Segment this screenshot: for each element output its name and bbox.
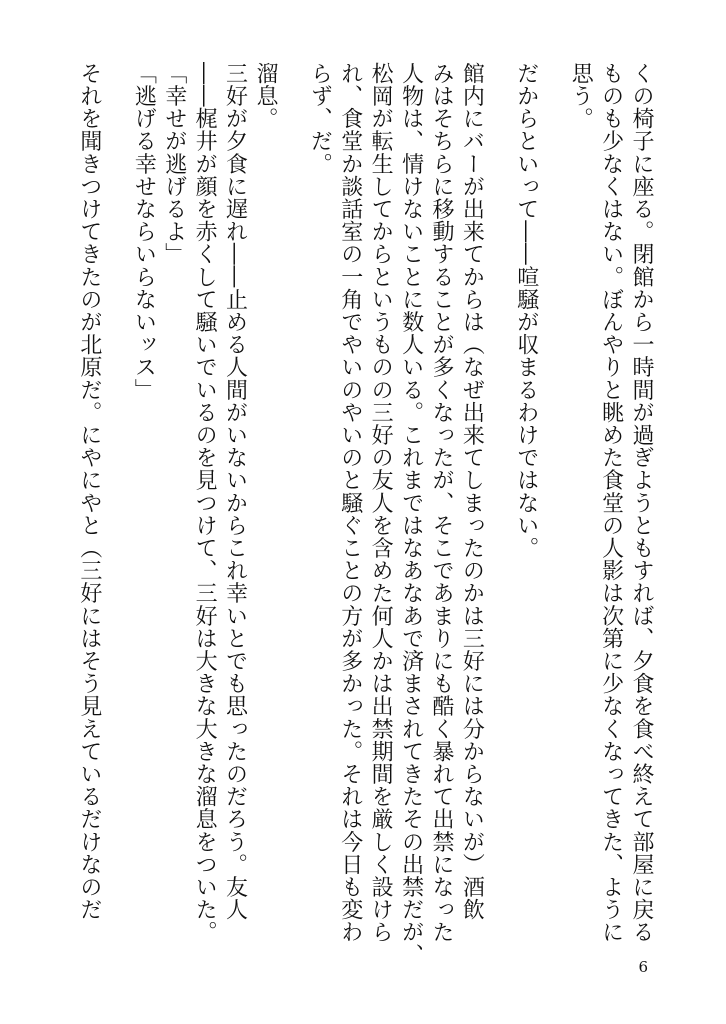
- text-line: 「幸せが逃げるよ」: [161, 62, 187, 266]
- text-line: らず、だ。: [307, 62, 333, 175]
- text-line: みはそちらに移動することが多くなったが、そこであまりにも酷く暴れて出禁になった: [428, 62, 454, 944]
- text-line: だからといって――喧騒が収まるわけではない。: [513, 62, 539, 560]
- text-line: ものも少なくはない。ぼんやりと眺めた食堂の人影は次第に少なくなってきた、ように: [598, 62, 624, 944]
- page-number: 6: [638, 958, 648, 976]
- text-line: 人物は、情けないことに数人いる。これまではなあなあで済まされてきたその出禁だが、: [398, 62, 424, 966]
- text-line: 三好が夕食に遅れ――止める人間がいないからこれ幸いとでも思ったのだろう。友人: [222, 62, 248, 921]
- text-line: 「逃げる幸せならいらないッス」: [131, 62, 157, 401]
- text-line: 松岡が転生してからというものの三好の友人を含めた何人かは出禁期間を厳しく設けら: [368, 62, 394, 944]
- text-line: 思う。: [568, 62, 594, 130]
- text-line: れ、食堂か談話室の一角でやいのやいのと騒ぐことの方が多かった。それは今日も変わ: [337, 62, 363, 944]
- body-text: [76, 62, 656, 966]
- text-line: それを聞きつけてきたのが北原だ。にやにやと（三好にはそう見えているだけなのだ: [76, 62, 102, 921]
- text-line: ――梶井が顔を赤くして騒いでいるのを見つけて、三好は大きな大きな溜息をついた。: [192, 62, 218, 944]
- text-line: 館内にバーが出来てからは（なぜ出来てしまったのかは三好には分からないが）酒飲: [459, 62, 485, 921]
- text-line: 溜息。: [252, 62, 278, 130]
- text-line: くの椅子に座る。閉館から一時間が過ぎようともすれば、夕食を食べ終えて部屋に戻る: [629, 62, 654, 944]
